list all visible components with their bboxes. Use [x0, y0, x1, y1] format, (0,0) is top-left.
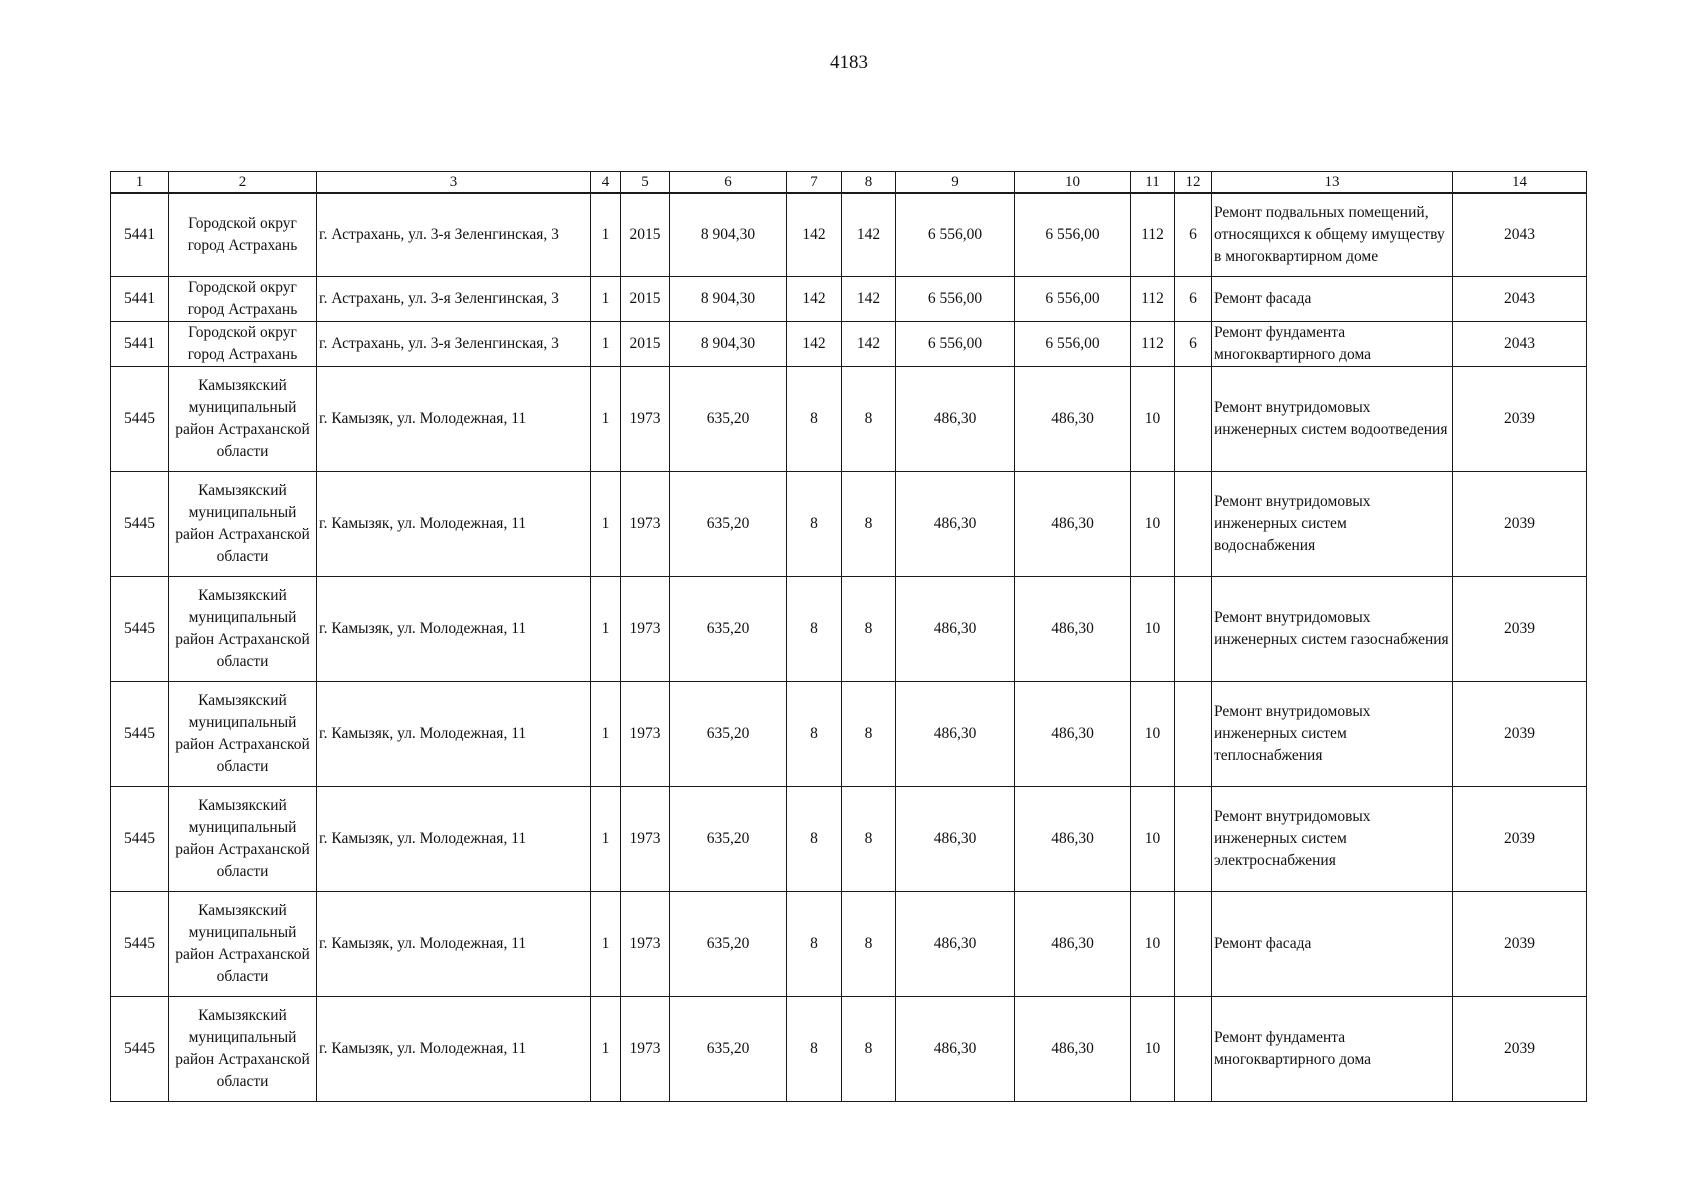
total-area-cell: 8 904,30 [670, 193, 787, 277]
col7-cell: 8 [787, 997, 842, 1102]
col4-cell: 1 [591, 682, 621, 787]
col11-cell: 10 [1131, 787, 1175, 892]
col8-cell: 8 [842, 787, 896, 892]
total-area-cell: 635,20 [670, 577, 787, 682]
municipality-cell: Камызякский муниципальный район Астраханской области [169, 577, 317, 682]
col12-cell [1175, 997, 1212, 1102]
living-area-cell: 486,30 [1015, 682, 1131, 787]
col12-cell: 6 [1175, 322, 1212, 367]
work-type-cell: Ремонт внутридомовых инженерных систем теплоснабжения [1212, 682, 1453, 787]
municipality-cell: Камызякский муниципальный район Астраханской области [169, 892, 317, 997]
col12-cell [1175, 577, 1212, 682]
municipality-cell: Камызякский муниципальный район Астраханской области [169, 997, 317, 1102]
column-header-9: 9 [896, 172, 1015, 194]
address-cell: г. Камызяк, ул. Молодежная, 11 [317, 787, 591, 892]
address-cell: г. Камызяк, ул. Молодежная, 11 [317, 367, 591, 472]
col4-cell: 1 [591, 367, 621, 472]
col12-cell: 6 [1175, 193, 1212, 277]
table-row [111, 277, 1587, 322]
col12-cell [1175, 472, 1212, 577]
work-type-cell: Ремонт фасада [1212, 892, 1453, 997]
col11-cell: 10 [1131, 577, 1175, 682]
column-header-10: 10 [1015, 172, 1131, 194]
row-code-cell: 5445 [111, 787, 169, 892]
year-cell: 2015 [621, 193, 670, 277]
living-area-cell: 486,30 [1015, 997, 1131, 1102]
year-cell: 2015 [621, 322, 670, 367]
col7-cell: 8 [787, 472, 842, 577]
col4-cell: 1 [591, 892, 621, 997]
living-area-cell: 486,30 [1015, 577, 1131, 682]
municipality-cell: Камызякский муниципальный район Астраханской области [169, 682, 317, 787]
column-header-6: 6 [670, 172, 787, 194]
municipality-cell: Камызякский муниципальный район Астраханской области [169, 367, 317, 472]
col12-cell [1175, 787, 1212, 892]
address-cell: г. Камызяк, ул. Молодежная, 11 [317, 892, 591, 997]
table-row [111, 892, 1587, 997]
row-code-cell: 5445 [111, 682, 169, 787]
planned-year-cell: 2043 [1453, 322, 1587, 367]
address-cell: г. Камызяк, ул. Молодежная, 11 [317, 577, 591, 682]
col11-cell: 112 [1131, 277, 1175, 322]
work-type-cell: Ремонт фасада [1212, 277, 1453, 322]
area-cell: 486,30 [896, 997, 1015, 1102]
column-header-8: 8 [842, 172, 896, 194]
repair-program-table [110, 171, 1587, 1102]
total-area-cell: 8 904,30 [670, 322, 787, 367]
address-cell: г. Астрахань, ул. 3-я Зеленгинская, 3 [317, 322, 591, 367]
planned-year-cell: 2039 [1453, 367, 1587, 472]
col8-cell: 8 [842, 997, 896, 1102]
col8-cell: 142 [842, 277, 896, 322]
col8-cell: 142 [842, 322, 896, 367]
work-type-cell: Ремонт внутридомовых инженерных систем электроснабжения [1212, 787, 1453, 892]
area-cell: 6 556,00 [896, 277, 1015, 322]
col7-cell: 142 [787, 277, 842, 322]
living-area-cell: 6 556,00 [1015, 322, 1131, 367]
col8-cell: 142 [842, 193, 896, 277]
col4-cell: 1 [591, 322, 621, 367]
page-number: 4183 [830, 52, 868, 73]
col4-cell: 1 [591, 277, 621, 322]
year-cell: 1973 [621, 892, 670, 997]
col7-cell: 8 [787, 367, 842, 472]
living-area-cell: 486,30 [1015, 787, 1131, 892]
col11-cell: 112 [1131, 322, 1175, 367]
living-area-cell: 486,30 [1015, 892, 1131, 997]
area-cell: 486,30 [896, 682, 1015, 787]
row-code-cell: 5445 [111, 892, 169, 997]
table-row [111, 472, 1587, 577]
col11-cell: 112 [1131, 193, 1175, 277]
col4-cell: 1 [591, 193, 621, 277]
area-cell: 6 556,00 [896, 322, 1015, 367]
municipality-cell: Камызякский муниципальный район Астраханской области [169, 787, 317, 892]
row-code-cell: 5445 [111, 367, 169, 472]
area-cell: 486,30 [896, 472, 1015, 577]
year-cell: 1973 [621, 472, 670, 577]
col12-cell [1175, 367, 1212, 472]
planned-year-cell: 2039 [1453, 892, 1587, 997]
col8-cell: 8 [842, 577, 896, 682]
col8-cell: 8 [842, 472, 896, 577]
column-header-13: 13 [1212, 172, 1453, 194]
column-header-5: 5 [621, 172, 670, 194]
row-code-cell: 5445 [111, 577, 169, 682]
work-type-cell: Ремонт фундамента многоквартирного дома [1212, 997, 1453, 1102]
municipality-cell: Городской округ город Астрахань [169, 193, 317, 277]
col7-cell: 8 [787, 787, 842, 892]
planned-year-cell: 2043 [1453, 193, 1587, 277]
column-header-2: 2 [169, 172, 317, 194]
row-code-cell: 5441 [111, 193, 169, 277]
area-cell: 486,30 [896, 892, 1015, 997]
total-area-cell: 8 904,30 [670, 277, 787, 322]
col11-cell: 10 [1131, 472, 1175, 577]
column-header-4: 4 [591, 172, 621, 194]
total-area-cell: 635,20 [670, 892, 787, 997]
column-header-12: 12 [1175, 172, 1212, 194]
year-cell: 1973 [621, 682, 670, 787]
year-cell: 2015 [621, 277, 670, 322]
table-row [111, 682, 1587, 787]
total-area-cell: 635,20 [670, 472, 787, 577]
planned-year-cell: 2039 [1453, 577, 1587, 682]
col11-cell: 10 [1131, 682, 1175, 787]
col8-cell: 8 [842, 892, 896, 997]
total-area-cell: 635,20 [670, 997, 787, 1102]
col8-cell: 8 [842, 682, 896, 787]
year-cell: 1973 [621, 367, 670, 472]
col12-cell: 6 [1175, 277, 1212, 322]
table-row [111, 997, 1587, 1102]
work-type-cell: Ремонт внутридомовых инженерных систем водоотведения [1212, 367, 1453, 472]
col12-cell [1175, 682, 1212, 787]
column-header-3: 3 [317, 172, 591, 194]
table-row [111, 787, 1587, 892]
planned-year-cell: 2039 [1453, 682, 1587, 787]
column-header-11: 11 [1131, 172, 1175, 194]
table-row [111, 193, 1587, 277]
col7-cell: 8 [787, 577, 842, 682]
row-code-cell: 5441 [111, 322, 169, 367]
col7-cell: 8 [787, 892, 842, 997]
col8-cell: 8 [842, 367, 896, 472]
column-header-1: 1 [111, 172, 169, 194]
year-cell: 1973 [621, 787, 670, 892]
col4-cell: 1 [591, 787, 621, 892]
municipality-cell: Камызякский муниципальный район Астраханской области [169, 472, 317, 577]
address-cell: г. Астрахань, ул. 3-я Зеленгинская, 3 [317, 193, 591, 277]
row-code-cell: 5445 [111, 472, 169, 577]
col7-cell: 142 [787, 322, 842, 367]
table-row [111, 322, 1587, 367]
address-cell: г. Камызяк, ул. Молодежная, 11 [317, 472, 591, 577]
planned-year-cell: 2039 [1453, 997, 1587, 1102]
row-code-cell: 5445 [111, 997, 169, 1102]
col11-cell: 10 [1131, 367, 1175, 472]
municipality-cell: Городской округ город Астрахань [169, 277, 317, 322]
col11-cell: 10 [1131, 997, 1175, 1102]
column-header-14: 14 [1453, 172, 1587, 194]
work-type-cell: Ремонт внутридомовых инженерных систем газоснабжения [1212, 577, 1453, 682]
area-cell: 486,30 [896, 787, 1015, 892]
municipality-cell: Городской округ город Астрахань [169, 322, 317, 367]
work-type-cell: Ремонт фундамента многоквартирного дома [1212, 322, 1453, 367]
address-cell: г. Камызяк, ул. Молодежная, 11 [317, 997, 591, 1102]
address-cell: г. Астрахань, ул. 3-я Зеленгинская, 3 [317, 277, 591, 322]
work-type-cell: Ремонт подвальных помещений, относящихся к общему имуществу в многоквартирном доме [1212, 193, 1453, 277]
col7-cell: 142 [787, 193, 842, 277]
column-number-row [111, 172, 1587, 194]
living-area-cell: 486,30 [1015, 472, 1131, 577]
year-cell: 1973 [621, 997, 670, 1102]
address-cell: г. Камызяк, ул. Молодежная, 11 [317, 682, 591, 787]
total-area-cell: 635,20 [670, 787, 787, 892]
col12-cell [1175, 892, 1212, 997]
year-cell: 1973 [621, 577, 670, 682]
area-cell: 486,30 [896, 367, 1015, 472]
living-area-cell: 6 556,00 [1015, 193, 1131, 277]
column-header-7: 7 [787, 172, 842, 194]
planned-year-cell: 2039 [1453, 472, 1587, 577]
work-type-cell: Ремонт внутридомовых инженерных систем водоснабжения [1212, 472, 1453, 577]
living-area-cell: 486,30 [1015, 367, 1131, 472]
planned-year-cell: 2043 [1453, 277, 1587, 322]
row-code-cell: 5441 [111, 277, 169, 322]
total-area-cell: 635,20 [670, 367, 787, 472]
col4-cell: 1 [591, 472, 621, 577]
living-area-cell: 6 556,00 [1015, 277, 1131, 322]
planned-year-cell: 2039 [1453, 787, 1587, 892]
col4-cell: 1 [591, 997, 621, 1102]
col4-cell: 1 [591, 577, 621, 682]
total-area-cell: 635,20 [670, 682, 787, 787]
area-cell: 486,30 [896, 577, 1015, 682]
table-row [111, 367, 1587, 472]
col11-cell: 10 [1131, 892, 1175, 997]
table-row [111, 577, 1587, 682]
col7-cell: 8 [787, 682, 842, 787]
table-body [111, 193, 1587, 1102]
area-cell: 6 556,00 [896, 193, 1015, 277]
